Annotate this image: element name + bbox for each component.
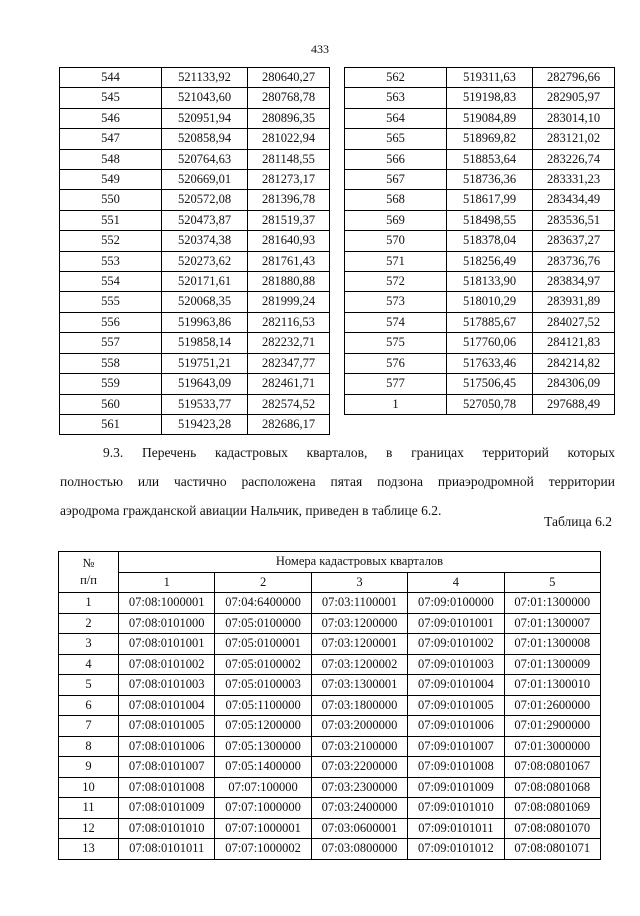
table-cell: 07:08:0801069 xyxy=(504,798,600,819)
row-number-cell: 6 xyxy=(59,695,119,716)
table-cell: 07:03:0600001 xyxy=(311,818,407,839)
table-cell: 281640,93 xyxy=(248,231,330,251)
row-number-cell: 575 xyxy=(345,333,447,353)
table-row xyxy=(59,736,601,757)
table-cell: 284027,52 xyxy=(533,312,615,332)
table-cell: 07:03:0800000 xyxy=(311,839,407,860)
table-cell: 07:09:0101005 xyxy=(408,695,504,716)
table-row xyxy=(60,333,330,353)
table-cell: 280768,78 xyxy=(248,88,330,108)
cadastral-quarters-table xyxy=(58,551,601,860)
table-header-row xyxy=(59,552,601,573)
column-number: 1 xyxy=(119,572,215,593)
table-cell: 07:05:0100002 xyxy=(215,654,311,675)
table-row xyxy=(345,333,615,353)
table-cell: 519084,89 xyxy=(447,108,533,128)
row-number-cell: 562 xyxy=(345,68,447,88)
header-num-symbol: № xyxy=(82,556,95,570)
paragraph-line: полностью или частично расположена пятая подзона приаэродромной территории xyxy=(60,474,615,489)
table-row xyxy=(59,613,601,634)
table-cell: 520473,87 xyxy=(162,210,248,230)
table-cell: 527050,78 xyxy=(447,394,533,414)
table-row xyxy=(345,129,615,149)
table-cell: 07:07:1000000 xyxy=(215,798,311,819)
table-cell: 519643,09 xyxy=(162,374,248,394)
table-row xyxy=(59,593,601,614)
table-row xyxy=(60,149,330,169)
table-cell: 283121,02 xyxy=(533,129,615,149)
table-cell: 281880,88 xyxy=(248,272,330,292)
table-cell: 283014,10 xyxy=(533,108,615,128)
table-cell: 07:08:0101009 xyxy=(119,798,215,819)
column-number: 3 xyxy=(311,572,407,593)
row-number-cell: 549 xyxy=(60,170,162,190)
table-cell: 07:01:1300007 xyxy=(504,613,600,634)
row-number-cell: 559 xyxy=(60,374,162,394)
table-row xyxy=(60,231,330,251)
table-cell: 281519,37 xyxy=(248,210,330,230)
table-cell: 07:03:1200002 xyxy=(311,654,407,675)
table-cell: 07:09:0101003 xyxy=(408,654,504,675)
table-cell: 282574,52 xyxy=(248,394,330,414)
table-cell: 519858,14 xyxy=(162,333,248,353)
row-number-cell: 2 xyxy=(59,613,119,634)
table-cell: 284121,83 xyxy=(533,333,615,353)
row-number-cell: 566 xyxy=(345,149,447,169)
table-cell: 519198,83 xyxy=(447,88,533,108)
table-cell: 07:07:100000 xyxy=(215,777,311,798)
table-row xyxy=(345,251,615,271)
header-group-title: Номера кадастровых кварталов xyxy=(119,552,601,573)
table-cell: 07:03:2000000 xyxy=(311,716,407,737)
row-number-cell: 560 xyxy=(60,394,162,414)
table-cell: 281148,55 xyxy=(248,149,330,169)
table-row xyxy=(345,68,615,88)
table-row xyxy=(345,272,615,292)
paragraph-line: 9.3. Перечень кадастровых кварталов, в границах территорий которых xyxy=(103,445,615,460)
table-row xyxy=(59,634,601,655)
table-cell: 280896,35 xyxy=(248,108,330,128)
row-number-cell: 554 xyxy=(60,272,162,292)
table-row xyxy=(60,108,330,128)
table-cell: 07:01:2900000 xyxy=(504,716,600,737)
table-cell: 519751,21 xyxy=(162,353,248,373)
table-row xyxy=(345,394,615,414)
coordinates-table-left xyxy=(59,67,330,435)
row-number-cell: 13 xyxy=(59,839,119,860)
row-number-cell: 556 xyxy=(60,312,162,332)
table-row xyxy=(60,312,330,332)
table-cell: 284306,09 xyxy=(533,374,615,394)
table-cell: 281999,24 xyxy=(248,292,330,312)
table-cell: 518010,29 xyxy=(447,292,533,312)
table-cell: 07:05:1200000 xyxy=(215,716,311,737)
table-cell: 07:03:2300000 xyxy=(311,777,407,798)
table-row xyxy=(345,108,615,128)
table-cell: 07:05:1400000 xyxy=(215,757,311,778)
table-cell: 282461,71 xyxy=(248,374,330,394)
table-cell: 297688,49 xyxy=(533,394,615,414)
table-cell: 283736,76 xyxy=(533,251,615,271)
table-cell: 283331,23 xyxy=(533,170,615,190)
table-row xyxy=(59,839,601,860)
row-number-cell: 548 xyxy=(60,149,162,169)
coordinates-table-right xyxy=(344,67,615,415)
row-number-cell: 8 xyxy=(59,736,119,757)
table-cell: 521043,60 xyxy=(162,88,248,108)
table-cell: 07:05:0100001 xyxy=(215,634,311,655)
table-cell: 07:09:0101004 xyxy=(408,675,504,696)
row-number-cell: 7 xyxy=(59,716,119,737)
table-cell: 518736,36 xyxy=(447,170,533,190)
table-cell: 07:05:1100000 xyxy=(215,695,311,716)
table-cell: 07:03:2100000 xyxy=(311,736,407,757)
row-number-cell: 564 xyxy=(345,108,447,128)
table-cell: 520951,94 xyxy=(162,108,248,128)
table-cell: 517506,45 xyxy=(447,374,533,394)
table-cell: 07:03:2200000 xyxy=(311,757,407,778)
table-cell: 07:08:0101002 xyxy=(119,654,215,675)
table-cell: 07:08:0101011 xyxy=(119,839,215,860)
table-row xyxy=(59,675,601,696)
table-cell: 282232,71 xyxy=(248,333,330,353)
table-cell: 07:08:0101008 xyxy=(119,777,215,798)
row-number-cell: 1 xyxy=(59,593,119,614)
row-number-cell: 544 xyxy=(60,68,162,88)
row-number-cell: 11 xyxy=(59,798,119,819)
table-row xyxy=(59,695,601,716)
row-number-cell: 550 xyxy=(60,190,162,210)
table-cell: 07:05:0100003 xyxy=(215,675,311,696)
table-cell: 07:09:0101007 xyxy=(408,736,504,757)
table-row xyxy=(59,818,601,839)
row-number-cell: 553 xyxy=(60,251,162,271)
table-cell: 282347,77 xyxy=(248,353,330,373)
column-number: 2 xyxy=(215,572,311,593)
header-row-number xyxy=(59,552,119,593)
row-number-cell: 5 xyxy=(59,675,119,696)
table-cell: 07:09:0101002 xyxy=(408,634,504,655)
table-cell: 518133,90 xyxy=(447,272,533,292)
table-cell: 07:03:1300001 xyxy=(311,675,407,696)
table-cell: 07:09:0101001 xyxy=(408,613,504,634)
row-number-cell: 568 xyxy=(345,190,447,210)
table-cell: 07:08:1000001 xyxy=(119,593,215,614)
table-row xyxy=(60,129,330,149)
table-cell: 07:01:3000000 xyxy=(504,736,600,757)
table-cell: 520171,61 xyxy=(162,272,248,292)
table-cell: 517760,06 xyxy=(447,333,533,353)
table-row xyxy=(345,210,615,230)
row-number-cell: 563 xyxy=(345,88,447,108)
table-cell: 07:08:0101006 xyxy=(119,736,215,757)
header-num-abbr: п/п xyxy=(80,573,97,587)
column-number: 4 xyxy=(408,572,504,593)
table-cell: 284214,82 xyxy=(533,353,615,373)
table-cell: 07:09:0101010 xyxy=(408,798,504,819)
table-cell: 520669,01 xyxy=(162,170,248,190)
table-cell: 07:03:1100001 xyxy=(311,593,407,614)
table-cell: 07:08:0801067 xyxy=(504,757,600,778)
table-row xyxy=(60,68,330,88)
table-cell: 07:08:0801068 xyxy=(504,777,600,798)
row-number-cell: 558 xyxy=(60,353,162,373)
row-number-cell: 1 xyxy=(345,394,447,414)
table-cell: 282116,53 xyxy=(248,312,330,332)
table-cell: 520068,35 xyxy=(162,292,248,312)
table-row xyxy=(60,170,330,190)
column-number-row xyxy=(59,572,601,593)
row-number-cell: 10 xyxy=(59,777,119,798)
table-cell: 280640,27 xyxy=(248,68,330,88)
table-cell: 518617,99 xyxy=(447,190,533,210)
table-cell: 07:08:0101001 xyxy=(119,634,215,655)
row-number-cell: 576 xyxy=(345,353,447,373)
table-cell: 07:08:0801071 xyxy=(504,839,600,860)
table-cell: 283434,49 xyxy=(533,190,615,210)
table-cell: 519423,28 xyxy=(162,414,248,434)
row-number-cell: 570 xyxy=(345,231,447,251)
table-cell: 07:09:0101009 xyxy=(408,777,504,798)
table-cell: 518498,55 xyxy=(447,210,533,230)
table-cell: 281761,43 xyxy=(248,251,330,271)
table-cell: 07:03:1800000 xyxy=(311,695,407,716)
table-cell: 283834,97 xyxy=(533,272,615,292)
table-row xyxy=(59,716,601,737)
table-row xyxy=(345,353,615,373)
table-row xyxy=(59,757,601,778)
table-cell: 07:09:0101006 xyxy=(408,716,504,737)
table-cell: 07:08:0801070 xyxy=(504,818,600,839)
table-cell: 07:01:1300008 xyxy=(504,634,600,655)
table-cell: 07:07:1000001 xyxy=(215,818,311,839)
row-number-cell: 12 xyxy=(59,818,119,839)
row-number-cell: 9 xyxy=(59,757,119,778)
table-cell: 07:07:1000002 xyxy=(215,839,311,860)
paragraph-line: аэродрома гражданской авиации Нальчик, приведен в таблице 6.2. xyxy=(60,503,442,518)
row-number-cell: 574 xyxy=(345,312,447,332)
table-cell: 282796,66 xyxy=(533,68,615,88)
row-number-cell: 577 xyxy=(345,374,447,394)
table-cell: 283226,74 xyxy=(533,149,615,169)
row-number-cell: 557 xyxy=(60,333,162,353)
table-cell: 520273,62 xyxy=(162,251,248,271)
row-number-cell: 547 xyxy=(60,129,162,149)
table-cell: 07:08:0101007 xyxy=(119,757,215,778)
table-cell: 518256,49 xyxy=(447,251,533,271)
table-cell: 07:01:1300000 xyxy=(504,593,600,614)
page-number: 433 xyxy=(311,42,329,56)
table-cell: 282905,97 xyxy=(533,88,615,108)
table-row xyxy=(60,374,330,394)
table-row xyxy=(60,251,330,271)
table-cell: 07:08:0101004 xyxy=(119,695,215,716)
table-row xyxy=(345,374,615,394)
table-cell: 283637,27 xyxy=(533,231,615,251)
table-cell: 07:04:6400000 xyxy=(215,593,311,614)
table-row xyxy=(60,88,330,108)
table-row xyxy=(60,394,330,414)
table-cell: 07:08:0101000 xyxy=(119,613,215,634)
row-number-cell: 546 xyxy=(60,108,162,128)
row-number-cell: 561 xyxy=(60,414,162,434)
table-cell: 07:08:0101010 xyxy=(119,818,215,839)
table-row xyxy=(345,149,615,169)
table-cell: 283536,51 xyxy=(533,210,615,230)
table-cell: 520764,63 xyxy=(162,149,248,169)
table-cell: 07:08:0101003 xyxy=(119,675,215,696)
table-caption: Таблица 6.2 xyxy=(544,514,612,529)
table-cell: 519533,77 xyxy=(162,394,248,414)
table-cell: 07:01:1300009 xyxy=(504,654,600,675)
table-row xyxy=(60,292,330,312)
row-number-cell: 573 xyxy=(345,292,447,312)
table-row xyxy=(345,312,615,332)
table-row xyxy=(60,210,330,230)
table-cell: 07:08:0101005 xyxy=(119,716,215,737)
table-cell: 281396,78 xyxy=(248,190,330,210)
table-row xyxy=(60,353,330,373)
table-cell: 519963,86 xyxy=(162,312,248,332)
table-row xyxy=(345,170,615,190)
table-row xyxy=(345,292,615,312)
table-cell: 07:01:2600000 xyxy=(504,695,600,716)
table-row xyxy=(59,654,601,675)
table-row xyxy=(345,190,615,210)
table-cell: 520374,38 xyxy=(162,231,248,251)
row-number-cell: 572 xyxy=(345,272,447,292)
table-cell: 520858,94 xyxy=(162,129,248,149)
table-cell: 518853,64 xyxy=(447,149,533,169)
table-row xyxy=(59,777,601,798)
table-cell: 07:09:0100000 xyxy=(408,593,504,614)
row-number-cell: 569 xyxy=(345,210,447,230)
table-cell: 07:03:1200000 xyxy=(311,613,407,634)
table-row xyxy=(59,798,601,819)
row-number-cell: 565 xyxy=(345,129,447,149)
table-cell: 282686,17 xyxy=(248,414,330,434)
table-cell: 283931,89 xyxy=(533,292,615,312)
table-cell: 07:05:1300000 xyxy=(215,736,311,757)
table-row xyxy=(60,272,330,292)
table-row xyxy=(60,414,330,434)
table-cell: 281022,94 xyxy=(248,129,330,149)
table-cell: 520572,08 xyxy=(162,190,248,210)
table-cell: 07:09:0101012 xyxy=(408,839,504,860)
table-cell: 07:09:0101011 xyxy=(408,818,504,839)
table-cell: 07:01:1300010 xyxy=(504,675,600,696)
table-cell: 07:03:2400000 xyxy=(311,798,407,819)
table-cell: 519311,63 xyxy=(447,68,533,88)
table-cell: 07:05:0100000 xyxy=(215,613,311,634)
table-cell: 517633,46 xyxy=(447,353,533,373)
table-row xyxy=(60,190,330,210)
section-paragraph xyxy=(60,438,615,525)
table-cell: 07:09:0101008 xyxy=(408,757,504,778)
row-number-cell: 545 xyxy=(60,88,162,108)
row-number-cell: 551 xyxy=(60,210,162,230)
table-row xyxy=(345,88,615,108)
row-number-cell: 555 xyxy=(60,292,162,312)
table-cell: 521133,92 xyxy=(162,68,248,88)
table-cell: 518969,82 xyxy=(447,129,533,149)
table-cell: 07:03:1200001 xyxy=(311,634,407,655)
row-number-cell: 552 xyxy=(60,231,162,251)
table-cell: 281273,17 xyxy=(248,170,330,190)
column-number: 5 xyxy=(504,572,600,593)
table-cell: 518378,04 xyxy=(447,231,533,251)
table-row xyxy=(345,231,615,251)
table-cell: 517885,67 xyxy=(447,312,533,332)
row-number-cell: 3 xyxy=(59,634,119,655)
row-number-cell: 4 xyxy=(59,654,119,675)
row-number-cell: 571 xyxy=(345,251,447,271)
row-number-cell: 567 xyxy=(345,170,447,190)
